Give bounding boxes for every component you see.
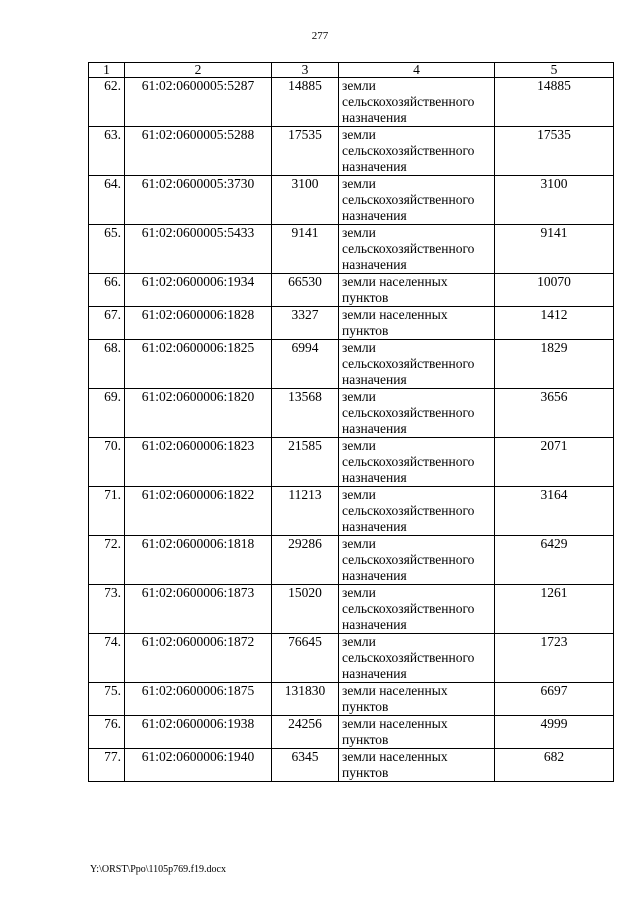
row-number-cell: 76.: [89, 716, 125, 749]
area-cell: 15020: [272, 585, 339, 634]
row-number-cell: 72.: [89, 536, 125, 585]
column-header: 2: [125, 63, 272, 78]
row-number-cell: 77.: [89, 749, 125, 782]
cadastral-number-cell: 61:02:0600005:5433: [125, 225, 272, 274]
column-header: 5: [495, 63, 614, 78]
area-cell: 3100: [272, 176, 339, 225]
row-number-cell: 65.: [89, 225, 125, 274]
row-number-cell: 64.: [89, 176, 125, 225]
column-header: 1: [89, 63, 125, 78]
value-cell: 1829: [495, 340, 614, 389]
area-cell: 131830: [272, 683, 339, 716]
value-cell: 3164: [495, 487, 614, 536]
table-row: [89, 683, 614, 716]
land-category-cell: земли сельскохозяйственного назначения: [339, 585, 495, 634]
row-number-cell: 67.: [89, 307, 125, 340]
page-number: 277: [311, 30, 329, 42]
value-cell: 6697: [495, 683, 614, 716]
area-cell: 66530: [272, 274, 339, 307]
land-category-cell: земли сельскохозяйственного назначения: [339, 438, 495, 487]
value-cell: 17535: [495, 127, 614, 176]
area-cell: 6345: [272, 749, 339, 782]
area-cell: 3327: [272, 307, 339, 340]
land-category-cell: земли населенных пунктов: [339, 683, 495, 716]
table-row: [89, 78, 614, 127]
cadastral-number-cell: 61:02:0600005:3730: [125, 176, 272, 225]
value-cell: 1261: [495, 585, 614, 634]
land-category-cell: земли сельскохозяйственного назначения: [339, 389, 495, 438]
row-number-cell: 70.: [89, 438, 125, 487]
row-number-cell: 66.: [89, 274, 125, 307]
cadastral-number-cell: 61:02:0600006:1938: [125, 716, 272, 749]
row-number-cell: 68.: [89, 340, 125, 389]
table-header-row: [89, 63, 614, 78]
table-row: [89, 307, 614, 340]
land-category-cell: земли населенных пунктов: [339, 307, 495, 340]
value-cell: 682: [495, 749, 614, 782]
column-header: 4: [339, 63, 495, 78]
area-cell: 24256: [272, 716, 339, 749]
table-row: [89, 127, 614, 176]
land-category-cell: земли сельскохозяйственного назначения: [339, 634, 495, 683]
cadastral-number-cell: 61:02:0600005:5288: [125, 127, 272, 176]
table-row: [89, 749, 614, 782]
row-number-cell: 62.: [89, 78, 125, 127]
land-category-cell: земли населенных пунктов: [339, 749, 495, 782]
value-cell: 3656: [495, 389, 614, 438]
area-cell: 76645: [272, 634, 339, 683]
row-number-cell: 74.: [89, 634, 125, 683]
row-number-cell: 71.: [89, 487, 125, 536]
value-cell: 1723: [495, 634, 614, 683]
table-row: [89, 716, 614, 749]
land-category-cell: земли сельскохозяйственного назначения: [339, 127, 495, 176]
table-row: [89, 389, 614, 438]
cadastral-number-cell: 61:02:0600005:5287: [125, 78, 272, 127]
table-row: [89, 634, 614, 683]
row-number-cell: 75.: [89, 683, 125, 716]
table-row: [89, 438, 614, 487]
area-cell: 21585: [272, 438, 339, 487]
table-row: [89, 487, 614, 536]
cadastral-number-cell: 61:02:0600006:1873: [125, 585, 272, 634]
value-cell: 14885: [495, 78, 614, 127]
table-row: [89, 536, 614, 585]
land-category-cell: земли сельскохозяйственного назначения: [339, 176, 495, 225]
value-cell: 3100: [495, 176, 614, 225]
cadastral-number-cell: 61:02:0600006:1934: [125, 274, 272, 307]
column-header: 3: [272, 63, 339, 78]
area-cell: 6994: [272, 340, 339, 389]
footer-file-path: Y:\ORST\Ppo\1105p769.f19.docx: [90, 864, 226, 875]
row-number-cell: 69.: [89, 389, 125, 438]
land-category-cell: земли сельскохозяйственного назначения: [339, 536, 495, 585]
value-cell: 6429: [495, 536, 614, 585]
land-category-cell: земли населенных пунктов: [339, 716, 495, 749]
cadastral-number-cell: 61:02:0600006:1940: [125, 749, 272, 782]
cadastral-number-cell: 61:02:0600006:1828: [125, 307, 272, 340]
land-plots-table: [88, 62, 614, 782]
area-cell: 11213: [272, 487, 339, 536]
area-cell: 29286: [272, 536, 339, 585]
land-category-cell: земли сельскохозяйственного назначения: [339, 225, 495, 274]
value-cell: 9141: [495, 225, 614, 274]
table-row: [89, 585, 614, 634]
land-category-cell: земли населенных пунктов: [339, 274, 495, 307]
area-cell: 14885: [272, 78, 339, 127]
row-number-cell: 63.: [89, 127, 125, 176]
value-cell: 4999: [495, 716, 614, 749]
area-cell: 17535: [272, 127, 339, 176]
value-cell: 10070: [495, 274, 614, 307]
cadastral-number-cell: 61:02:0600006:1872: [125, 634, 272, 683]
cadastral-number-cell: 61:02:0600006:1825: [125, 340, 272, 389]
land-category-cell: земли сельскохозяйственного назначения: [339, 340, 495, 389]
land-category-cell: земли сельскохозяйственного назначения: [339, 78, 495, 127]
row-number-cell: 73.: [89, 585, 125, 634]
cadastral-number-cell: 61:02:0600006:1818: [125, 536, 272, 585]
table-row: [89, 274, 614, 307]
table-body: [89, 78, 614, 782]
cadastral-number-cell: 61:02:0600006:1823: [125, 438, 272, 487]
value-cell: 1412: [495, 307, 614, 340]
cadastral-number-cell: 61:02:0600006:1875: [125, 683, 272, 716]
table-row: [89, 176, 614, 225]
table-row: [89, 340, 614, 389]
cadastral-number-cell: 61:02:0600006:1822: [125, 487, 272, 536]
area-cell: 13568: [272, 389, 339, 438]
value-cell: 2071: [495, 438, 614, 487]
area-cell: 9141: [272, 225, 339, 274]
cadastral-number-cell: 61:02:0600006:1820: [125, 389, 272, 438]
table-row: [89, 225, 614, 274]
land-category-cell: земли сельскохозяйственного назначения: [339, 487, 495, 536]
